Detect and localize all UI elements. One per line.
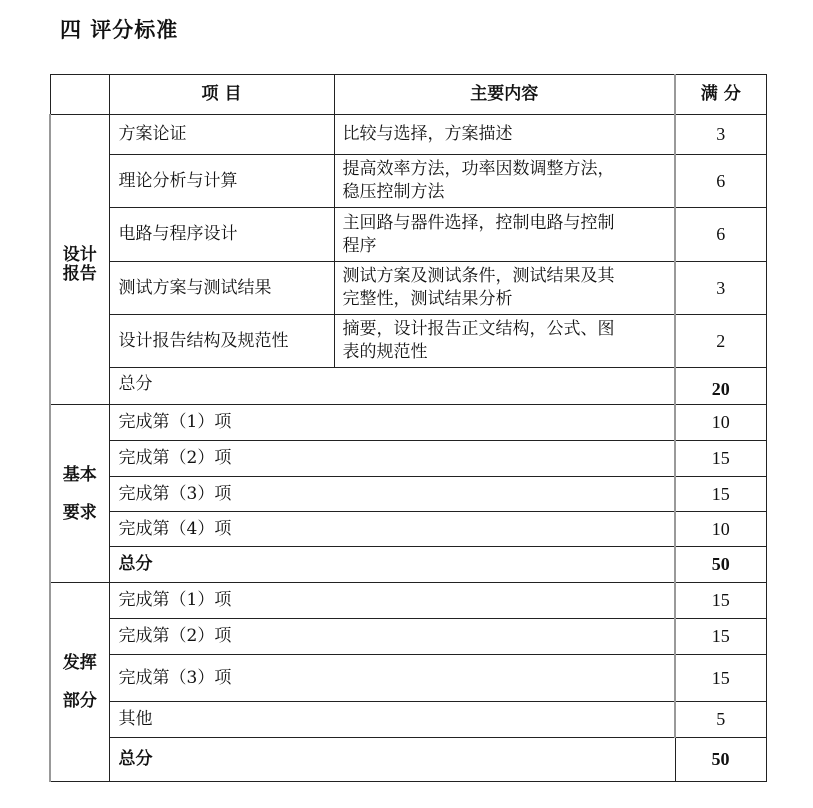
table-row (50, 512, 766, 547)
table-row (50, 262, 766, 315)
score-cell: 10 (675, 405, 766, 441)
content-line: 摘要，设计报告正文结构，公式、图 (342, 319, 615, 339)
total-row (50, 368, 766, 405)
item-cell: 完成第（3）项 (109, 477, 675, 512)
content-cell (334, 262, 675, 315)
score-cell: 15 (675, 477, 766, 512)
total-label: 总分 (109, 738, 675, 782)
category-extended-part (50, 583, 109, 782)
score-cell: 15 (675, 655, 766, 702)
item-cell: 完成第（1）项 (109, 405, 675, 441)
category-basic-requirements (50, 405, 109, 583)
score-cell: 5 (675, 702, 766, 738)
total-score: 20 (675, 368, 766, 405)
item-cell: 其他 (109, 702, 675, 738)
content-line: 提高效率方法，功率因数调整方法， (342, 159, 615, 179)
score-cell: 6 (675, 208, 766, 262)
item-cell: 完成第（2）项 (109, 619, 675, 655)
content-cell: 比较与选择，方案描述 (334, 115, 675, 155)
item-cell: 完成第（2）项 (109, 441, 675, 477)
table-row (50, 315, 766, 368)
item-cell: 完成第（3）项 (109, 655, 675, 702)
total-label: 总分 (109, 368, 675, 405)
scoring-criteria-table (49, 74, 767, 782)
total-label: 总分 (109, 547, 675, 583)
item-cell: 电路与程序设计 (109, 208, 334, 262)
content-line: 主回路与器件选择，控制电路与控制 (342, 212, 615, 233)
category-line: 发挥 (62, 653, 97, 673)
content-line: 测试方案及测试条件，测试结果及其 (342, 266, 615, 286)
table-row (50, 477, 766, 512)
header-score: 满 分 (675, 75, 766, 115)
table-row (50, 655, 766, 702)
header-category (50, 75, 109, 115)
total-row (50, 547, 766, 583)
table-row (50, 155, 766, 208)
header-item: 项 目 (109, 75, 334, 115)
header-content: 主要内容 (334, 75, 675, 115)
score-cell: 15 (675, 619, 766, 655)
category-line: 基本 (62, 464, 97, 485)
score-cell: 2 (675, 315, 766, 368)
table-row (50, 702, 766, 738)
content-cell (334, 208, 675, 262)
table-row (50, 405, 766, 441)
category-line: 部分 (62, 691, 97, 711)
table-row (50, 619, 766, 655)
item-cell: 完成第（1）项 (109, 583, 675, 619)
score-cell: 15 (675, 583, 766, 619)
score-cell: 10 (675, 512, 766, 547)
content-line: 表的规范性 (342, 342, 428, 362)
score-cell: 3 (675, 262, 766, 315)
total-score: 50 (675, 547, 766, 583)
content-cell (334, 315, 675, 368)
section-title: 四 评分标准 (60, 18, 179, 42)
category-line: 报告 (62, 263, 97, 284)
score-cell: 3 (675, 115, 766, 155)
table-row (50, 208, 766, 262)
total-row (50, 738, 766, 782)
table-row (50, 441, 766, 477)
item-cell: 理论分析与计算 (109, 155, 334, 208)
category-line: 设计 (62, 244, 97, 265)
table-row (50, 115, 766, 155)
content-line: 稳压控制方法 (342, 182, 445, 202)
content-line: 完整性，测试结果分析 (342, 289, 513, 309)
item-cell: 完成第（4）项 (109, 512, 675, 547)
category-design-report (50, 115, 109, 405)
score-cell: 15 (675, 441, 766, 477)
content-line: 程序 (342, 235, 377, 256)
table-row (50, 583, 766, 619)
item-cell: 设计报告结构及规范性 (109, 315, 334, 368)
total-score: 50 (675, 738, 766, 782)
table-header-row (50, 75, 766, 115)
item-cell: 测试方案与测试结果 (109, 262, 334, 315)
content-cell (334, 155, 675, 208)
item-cell: 方案论证 (109, 115, 334, 155)
category-line: 要求 (62, 502, 97, 523)
score-cell: 6 (675, 155, 766, 208)
